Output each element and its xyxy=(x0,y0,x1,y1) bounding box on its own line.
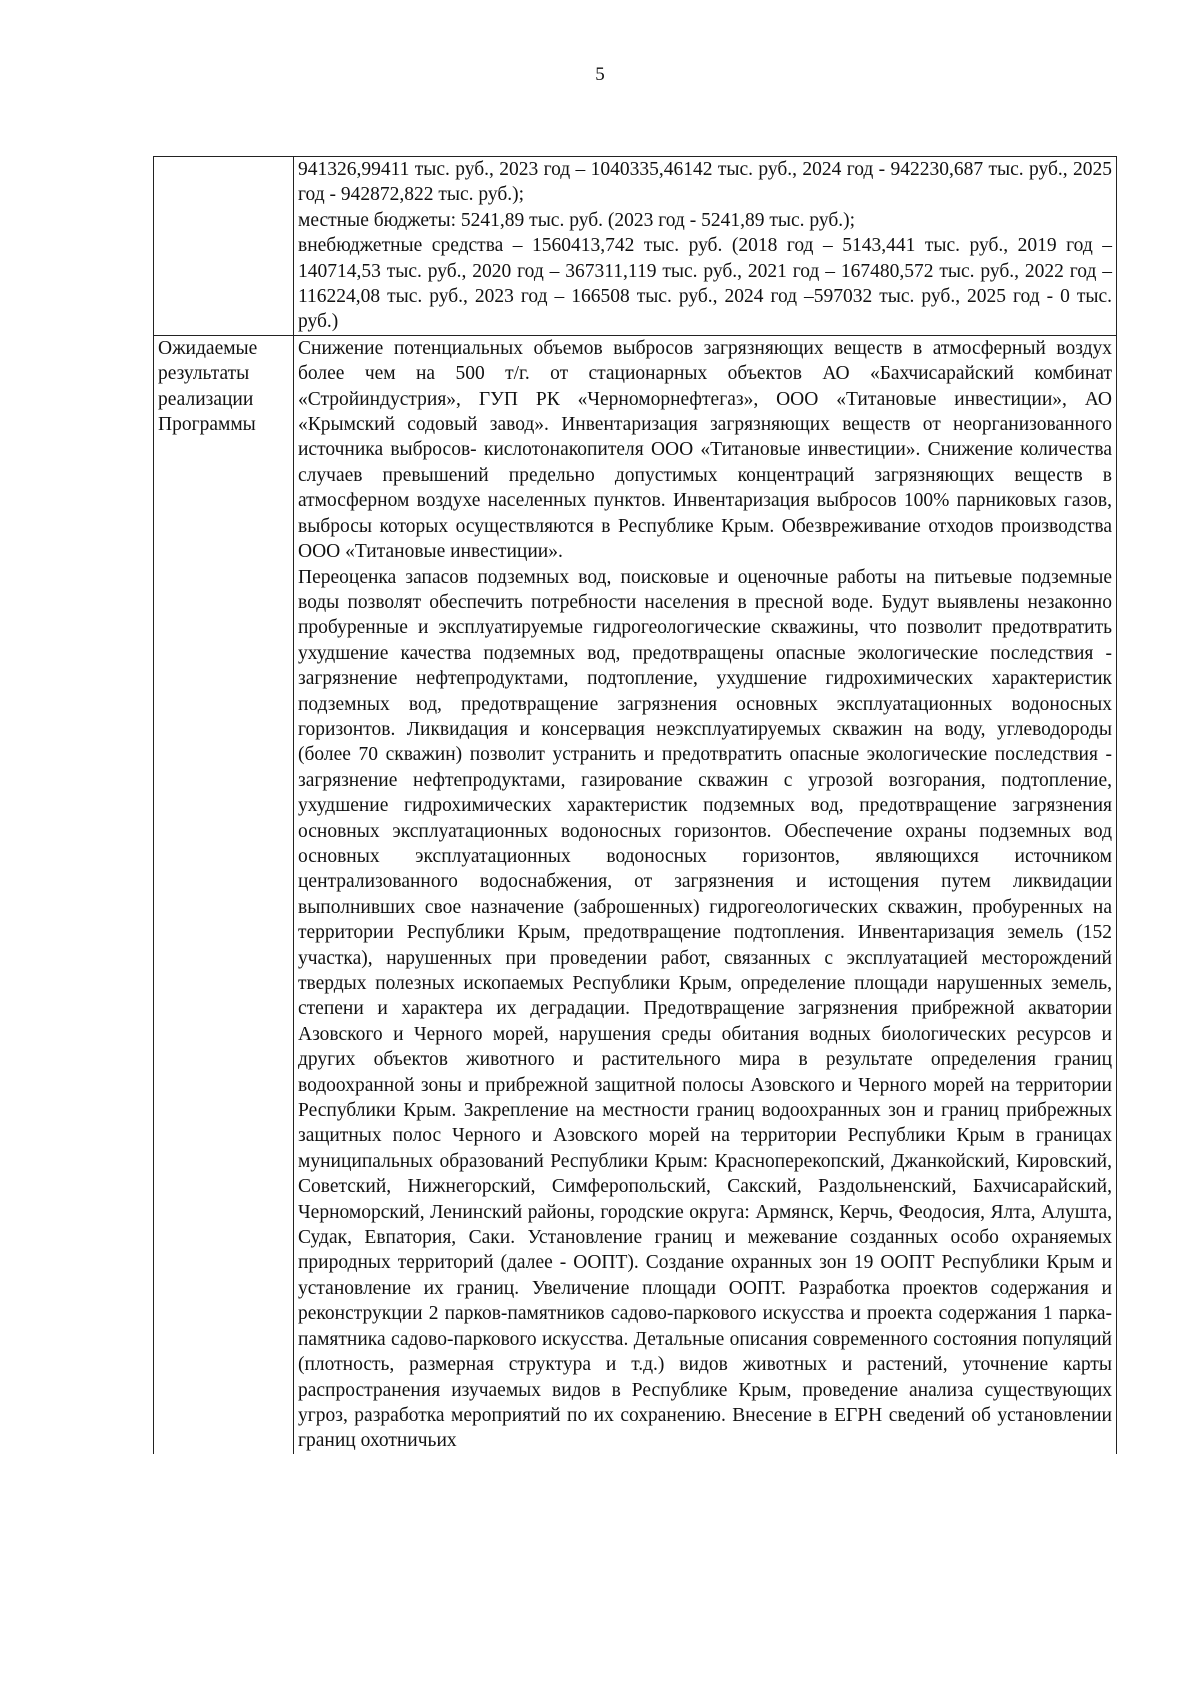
funding-regional-budget-text: 941326,99411 тыс. руб., 2023 год – 1040335,46142 тыс. руб., 2024 год - 942230,687 тыс. руб., 2025 год - 942872,822 тыс. руб.); xyxy=(298,159,1112,206)
expected-results-content-cell xyxy=(294,335,1117,1453)
funding-content-cell xyxy=(294,157,1117,336)
row-label-empty xyxy=(154,157,294,336)
table-row-funding xyxy=(154,157,1117,336)
program-passport-table xyxy=(153,156,1117,1454)
label-line: Программы xyxy=(158,414,256,436)
page-number: 5 xyxy=(595,64,605,85)
label-line: результаты xyxy=(158,363,250,385)
label-line: реализации xyxy=(158,388,254,410)
water-and-land-paragraph: Переоценка запасов подземных вод, поисковые и оценочные работы на питьевые подземные воды позволят обеспечить потребности населения в пресной воде. Будут выявлены незаконно пробуренные и эксплуатируемые гидрогеологические скважины, что позволит предотвратить ухудшение качества подземных вод, предотвращены опасные экологические последствия - загрязнение нефтепродуктами, подтопление, ухудшение гидрохимических характеристик подземных вод, предотвращение загрязнения основных эксплуатационных водоносных горизонтов. Ликвидация и консервация неэксплуатируемых скважин на воду, углеводороды (более 70 скважин) позволит устранить и предотвратить опасные экологические последствия - загрязнение нефтепродуктами, газирование скважин с угрозой возгорания, подтопление, ухудшение гидрохимических характеристик подземных вод, предотвращение загрязнения основных эксплуатационных водоносных горизонтов. Обеспечение охраны подземных вод основных эксплуатационных водоносных горизонтов, являющихся источником централизованного водоснабжения, от загрязнения и истощения путем ликвидации выполнивших свое назначение (заброшенных) гидрогеологических скважин, пробуренных на территории Республики Крым, предотвращение подтопления. Инвентаризация земель (152 участка), нарушенных при проведении работ, связанных с эксплуатацией месторождений твердых полезных ископаемых Республики Крым, определение площади нарушенных земель, степени и характера их деградации. Предотвращение загрязнения прибрежной акватории Азовского и Черного морей, нарушения среды обитания водных биологических ресурсов и других объектов животного и растительного мира в результате определения границ водоохранной зоны и прибрежной защитной полосы Азовского и Черного морей на территории Республики Крым. Закрепление на местности границ водоохранных зон и границ прибрежных защитных полос Черного и Азовского морей на территории Республики Крым в границах муниципальных образований Республики Крым: Красноперекопский, Джанкойский, Кировский, Советский, Нижнегорский, Симферопольский, Сакский, Раздольненский, Бахчисарайский, Черноморский, Ленинский районы, городские округа: Армянск, Керчь, Феодосия, Ялта, Алушта, Судак, Евпатория, Саки. Установление границ и межевание созданных особо охраняемых природных территорий (далее - ООПТ). Создание охранных зон 19 ООПТ Республики Крым и установление их границ. Увеличение площади ООПТ. Разработка проектов содержания и реконструкции 2 парков-памятников садово-паркового искусства и проекта содержания 1 парка-памятника садово-паркового искусства. Детальные описания современного состояния популяций (плотность, размерная структура и т.д.) видов животных и растений, уточнение карты распространения изучаемых видов в Республике Крым, проведение анализа существующих угроз, разработка мероприятий по их сохранению. Внесение в ЕГРН сведений об установлении границ охотничьих xyxy=(298,566,1112,1452)
expected-results-label xyxy=(154,335,294,1453)
funding-local-budgets-text: местные бюджеты: 5241,89 тыс. руб. (2023 год - 5241,89 тыс. руб.); xyxy=(298,209,856,231)
label-line: Ожидаемые xyxy=(158,337,258,359)
funding-extrabudgetary-text: внебюджетные средства – 1560413,742 тыс. руб. (2018 год – 5143,441 тыс. руб., 2019 год – 140714,53 тыс. руб., 2020 год – 367311,119 тыс. руб., 2021 год – 167480,572 тыс. руб., 2022 год – 116224,08 тыс. руб., 2023 год – 166508 тыс. руб., 2024 год –597032 тыс. руб., 2025 год - 0 тыс. руб.) xyxy=(298,235,1112,333)
table-row-expected-results xyxy=(154,335,1117,1453)
air-protection-paragraph: Снижение потенциальных объемов выбросов загрязняющих веществ в атмосферный воздух более чем на 500 т/г. от стационарных объектов АО «Бахчисарайский комбинат «Стройиндустрия», ГУП РК «Черноморнефтегаз», ООО «Титановые инвестиции», АО «Крымский содовый завод». Инвентаризация загрязняющих веществ от неорганизованного источника выбросов- кислотонакопителя ООО «Титановые инвестиции». Снижение количества случаев превышений предельно допустимых концентраций загрязняющих веществ в атмосферном воздухе населенных пунктов. Инвентаризация выбросов 100% парниковых газов, выбросы которых осуществляются в Республике Крым. Обезвреживание отходов производства ООО «Титановые инвестиции». xyxy=(298,337,1112,563)
